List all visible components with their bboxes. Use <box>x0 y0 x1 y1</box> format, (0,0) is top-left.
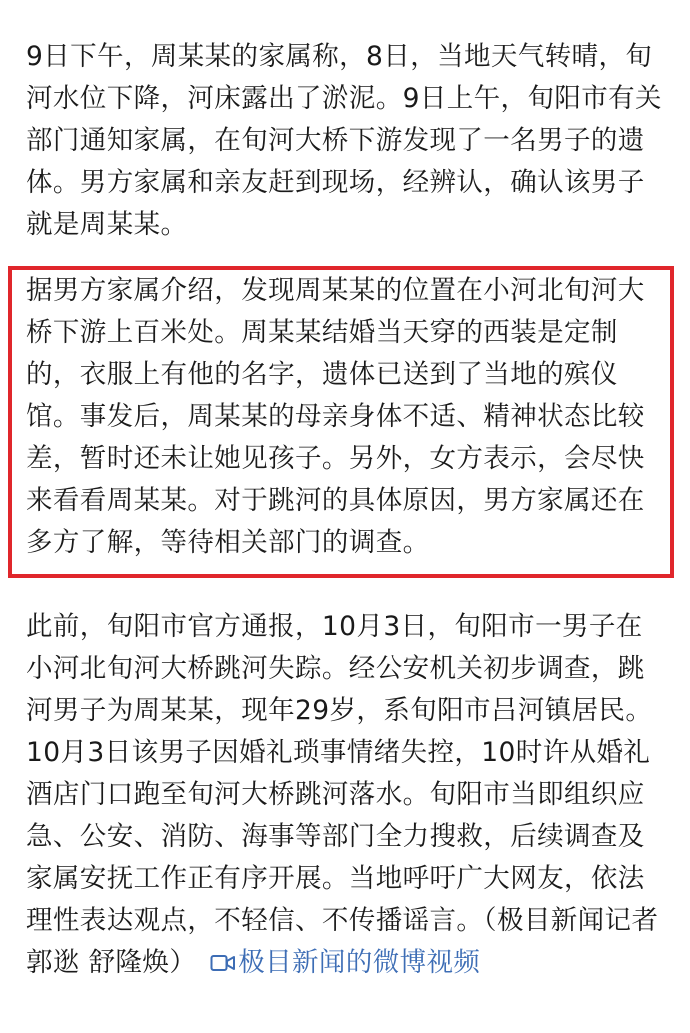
paragraph-text: 9日下午，周某某的家属称，8日，当地天气转晴，旬河水位下降，河床露出了淤泥。9日上午，旬阳市有关部门通知家属，在旬河大桥下游发现了一名男子的遗体。男方家属和亲友赶到现场，经辨认，确认该男子就是周某某。 <box>26 41 662 240</box>
paragraph-family-statement <box>26 36 668 246</box>
paragraph-official-notice <box>26 606 668 986</box>
paragraph-text: 据男方家属介绍，发现周某某的位置在小河北旬河大桥下游上百米处。周某某结婚当天穿的西装是定制的，衣服上有他的名字，遗体已送到了当地的殡仪馆。事发后，周某某的母亲身体不适、精神状态比较差，暂时还未让她见孩子。另外，女方表示，会尽快来看看周某某。对于跳河的具体原因，男方家属还在多方了解，等待相关部门的调查。 <box>26 275 645 558</box>
paragraph-highlighted <box>26 270 668 564</box>
paragraph-text: 此前，旬阳市官方通报，10月3日，旬阳市一男子在小河北旬河大桥跳河失踪。经公安机关初步调查，跳河男子为周某某，现年29岁，系旬阳市吕河镇居民。10月3日该男子因婚礼琐事情绪失控，10时许从婚礼酒店门口跑至旬河大桥跳河落水。旬阳市当即组织应急、公安、消防、海事等部门全力搜救，后续调查及家属安抚工作正有序开展。当地呼吁广大网友，依法理性表达观点，不轻信、不传播谣言。（极目新闻记者 郭逖 舒隆焕） <box>26 611 659 978</box>
video-link[interactable] <box>196 947 480 978</box>
video-camera-icon <box>210 944 236 986</box>
video-link-label: 极目新闻的微博视频 <box>238 947 481 978</box>
